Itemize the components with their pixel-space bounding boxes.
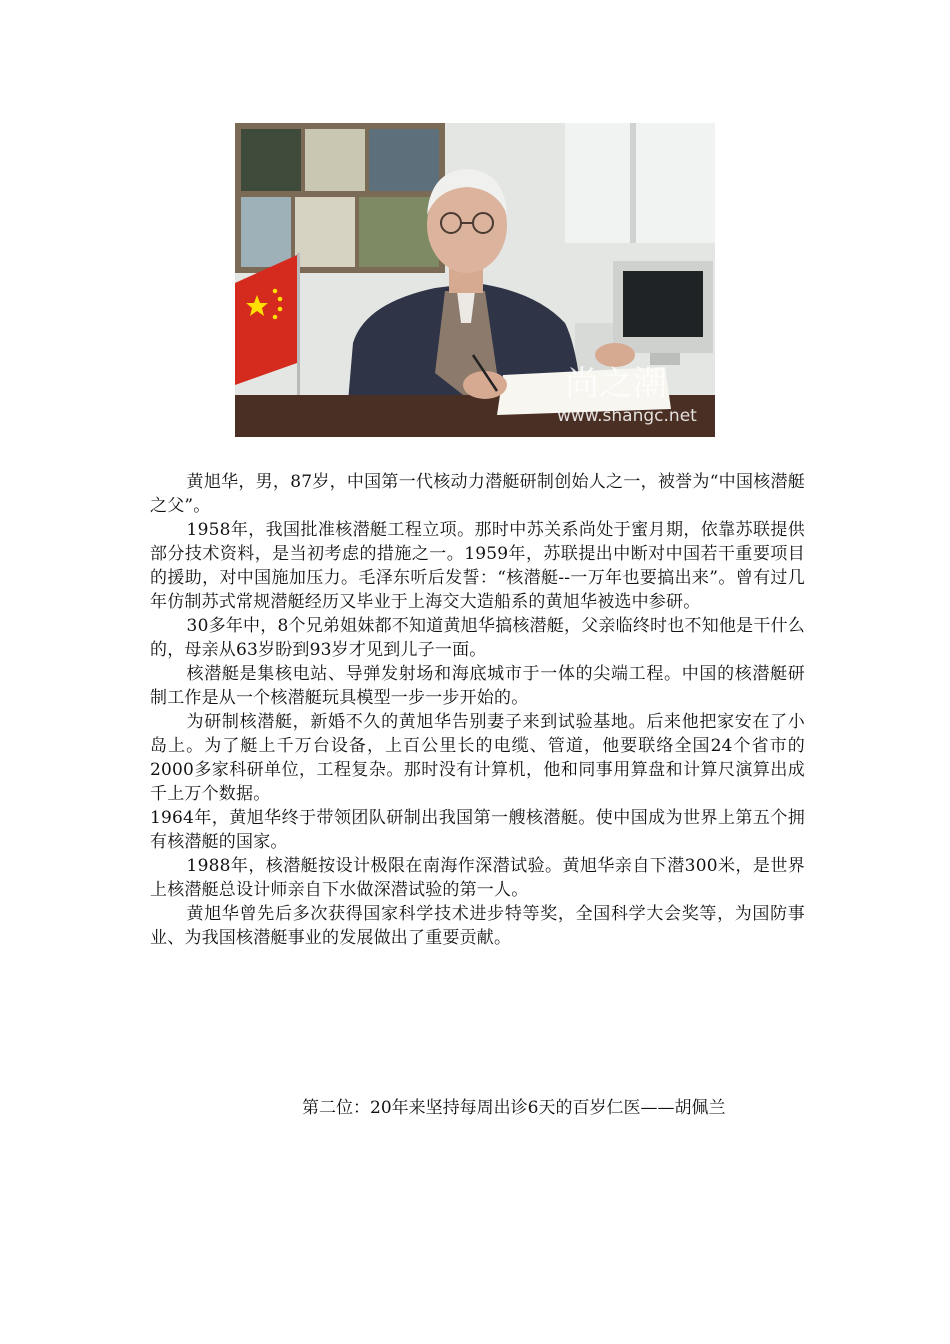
article-paragraph: 黄旭华曾先后多次获得国家科学技术进步特等奖，全国科学大会奖等，为国防事业、为我国核潜艇事业的发展做出了重要贡献。 bbox=[150, 904, 805, 948]
svg-text:www.shangc.net: www.shangc.net bbox=[557, 406, 697, 426]
portrait-photo bbox=[235, 123, 715, 437]
article-paragraph: 1964年，黄旭华终于带领团队研制出我国第一艘核潜艇。使中国成为世界上第五个拥有核潜艇的国家。 bbox=[150, 808, 805, 852]
article-paragraph: 黄旭华，男，87岁，中国第一代核动力潜艇研制创始人之一，被誉为“中国核潜艇之父”。 bbox=[150, 472, 805, 516]
article-paragraph: 1988年，核潜艇按设计极限在南海作深潜试验。黄旭华亲自下潜300米，是世界上核潜艇总设计师亲自下水做深潜试验的第一人。 bbox=[150, 856, 805, 900]
article-paragraph: 30多年中，8个兄弟姐妹都不知道黄旭华搞核潜艇，父亲临终时也不知他是干什么的，母亲从63岁盼到93岁才见到儿子一面。 bbox=[150, 616, 805, 660]
svg-text:尚之潮: 尚之潮 bbox=[565, 364, 667, 404]
portrait-photo-icon bbox=[235, 123, 715, 437]
article-paragraph: 为研制核潜艇，新婚不久的黄旭华告别妻子来到试验基地。后来他把家安在了小岛上。为了艇上千万台设备，上百公里长的电缆、管道，他要联络全国24个省市的2000多家科研单位，工程复杂。那时没有计算机，他和同事用算盘和计算尺演算出成千上万个数据。 bbox=[150, 712, 805, 804]
next-section-title: 第二位：20年来坚持每周出诊6天的百岁仁医——胡佩兰 bbox=[302, 1098, 726, 1118]
article-body bbox=[150, 470, 805, 950]
article-paragraph: 核潜艇是集核电站、导弹发射场和海底城市于一体的尖端工程。中国的核潜艇研制工作是从一个核潜艇玩具模型一步一步开始的。 bbox=[150, 664, 805, 708]
article-paragraph: 1958年，我国批准核潜艇工程立项。那时中苏关系尚处于蜜月期，依靠苏联提供部分技术资料，是当初考虑的措施之一。1959年，苏联提出中断对中国若干重要项目的援助，对中国施加压力。毛泽东听后发誓：“核潜艇--一万年也要搞出来”。曾有过几年仿制苏式常规潜艇经历又毕业于上海交大造船系的黄旭华被选中参研。 bbox=[150, 520, 805, 612]
